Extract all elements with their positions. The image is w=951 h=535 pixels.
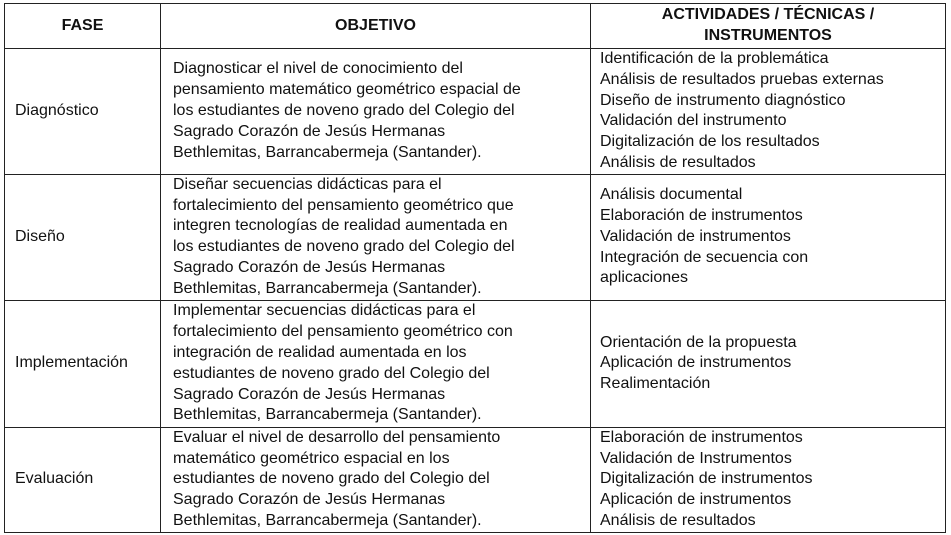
header-actividades bbox=[591, 4, 946, 49]
actividad-item: Identificación de la problemática bbox=[600, 50, 829, 67]
phases-table bbox=[4, 3, 946, 533]
objetivo-line: matemático geométrico espacial en los bbox=[173, 449, 450, 467]
actividades-cell bbox=[591, 427, 946, 532]
header-actividades-line2: INSTRUMENTOS bbox=[704, 27, 832, 44]
objetivo-line: estudiantes de noveno grado del Colegio del bbox=[173, 470, 490, 488]
fase-cell: Implementación bbox=[5, 300, 161, 427]
actividad-item: Validación de Instrumentos bbox=[600, 449, 792, 467]
actividad-item: aplicaciones bbox=[600, 269, 689, 287]
table-row bbox=[5, 174, 946, 300]
actividad-item: Validación de instrumentos bbox=[600, 227, 791, 245]
header-fase: FASE bbox=[5, 4, 161, 49]
objetivo-line: Sagrado Corazón de Jesús Hermanas bbox=[173, 122, 446, 140]
objetivo-line: fortalecimiento del pensamiento geométrico que bbox=[173, 196, 514, 214]
fase-cell: Evaluación bbox=[5, 427, 161, 532]
table-row bbox=[5, 427, 946, 532]
fase-cell: Diseño bbox=[5, 174, 161, 300]
objetivo-line: Bethlemitas, Barrancabermeja (Santander). bbox=[173, 279, 482, 297]
header-actividades-line1: ACTIVIDADES / TÉCNICAS / bbox=[661, 6, 875, 24]
actividad-item: Aplicación de instrumentos bbox=[600, 491, 792, 509]
objetivo-cell bbox=[161, 49, 591, 175]
objetivo-cell bbox=[161, 427, 591, 532]
objetivo-line: Sagrado Corazón de Jesús Hermanas bbox=[173, 385, 446, 403]
actividad-item: Elaboración de instrumentos bbox=[600, 207, 803, 225]
actividades-cell bbox=[591, 49, 946, 175]
objetivo-line: Evaluar el nivel de desarrollo del pensamiento bbox=[173, 428, 501, 446]
objetivo-line: Sagrado Corazón de Jesús Hermanas bbox=[173, 259, 446, 277]
actividad-item: Diseño de instrumento diagnóstico bbox=[600, 91, 846, 109]
objetivo-line: los estudiantes de noveno grado del Colegio del bbox=[173, 238, 515, 256]
actividad-item: Orientación de la propuesta bbox=[600, 333, 797, 351]
objetivo-line: Diagnosticar el nivel de conocimiento del bbox=[173, 60, 463, 78]
actividad-item: Validación del instrumento bbox=[600, 112, 787, 130]
objetivo-line: Bethlemitas, Barrancabermeja (Santander). bbox=[173, 511, 482, 529]
actividad-item: Aplicación de instrumentos bbox=[600, 354, 792, 372]
objetivo-line: fortalecimiento del pensamiento geométrico con bbox=[173, 323, 513, 341]
actividad-item: Digitalización de instrumentos bbox=[600, 470, 813, 488]
objetivo-line: Implementar secuencias didácticas para el bbox=[173, 302, 476, 320]
table-row bbox=[5, 300, 946, 427]
objetivo-line: Bethlemitas, Barrancabermeja (Santander). bbox=[173, 143, 482, 161]
actividad-item: Realimentación bbox=[600, 375, 711, 393]
actividad-item: Análisis de resultados pruebas externas bbox=[600, 70, 884, 88]
objetivo-line: Diseñar secuencias didácticas para el bbox=[173, 175, 442, 193]
objetivo-line: Bethlemitas, Barrancabermeja (Santander). bbox=[173, 406, 482, 424]
actividad-item: Digitalización de los resultados bbox=[600, 133, 820, 151]
objetivo-line: integren tecnologías de realidad aumentada en bbox=[173, 217, 508, 235]
objetivo-line: pensamiento matemático geométrico espacial de bbox=[173, 81, 521, 99]
actividad-item: Integración de secuencia con bbox=[600, 248, 809, 266]
objetivo-cell bbox=[161, 174, 591, 300]
objetivo-line: los estudiantes de noveno grado del Colegio del bbox=[173, 101, 515, 119]
actividad-item: Análisis de resultados bbox=[600, 511, 756, 529]
actividades-cell bbox=[591, 174, 946, 300]
actividades-cell bbox=[591, 300, 946, 427]
objetivo-line: integración de realidad aumentada en los bbox=[173, 343, 467, 361]
actividad-item: Análisis de resultados bbox=[600, 153, 756, 171]
actividad-item: Análisis documental bbox=[600, 186, 743, 204]
actividad-item: Elaboración de instrumentos bbox=[600, 428, 803, 446]
header-objetivo: OBJETIVO bbox=[161, 4, 591, 49]
header-row bbox=[5, 4, 946, 49]
fase-cell: Diagnóstico bbox=[5, 49, 161, 175]
objetivo-cell bbox=[161, 300, 591, 427]
table-row bbox=[5, 49, 946, 175]
objetivo-line: Sagrado Corazón de Jesús Hermanas bbox=[173, 491, 446, 509]
objetivo-line: estudiantes de noveno grado del Colegio del bbox=[173, 364, 490, 382]
